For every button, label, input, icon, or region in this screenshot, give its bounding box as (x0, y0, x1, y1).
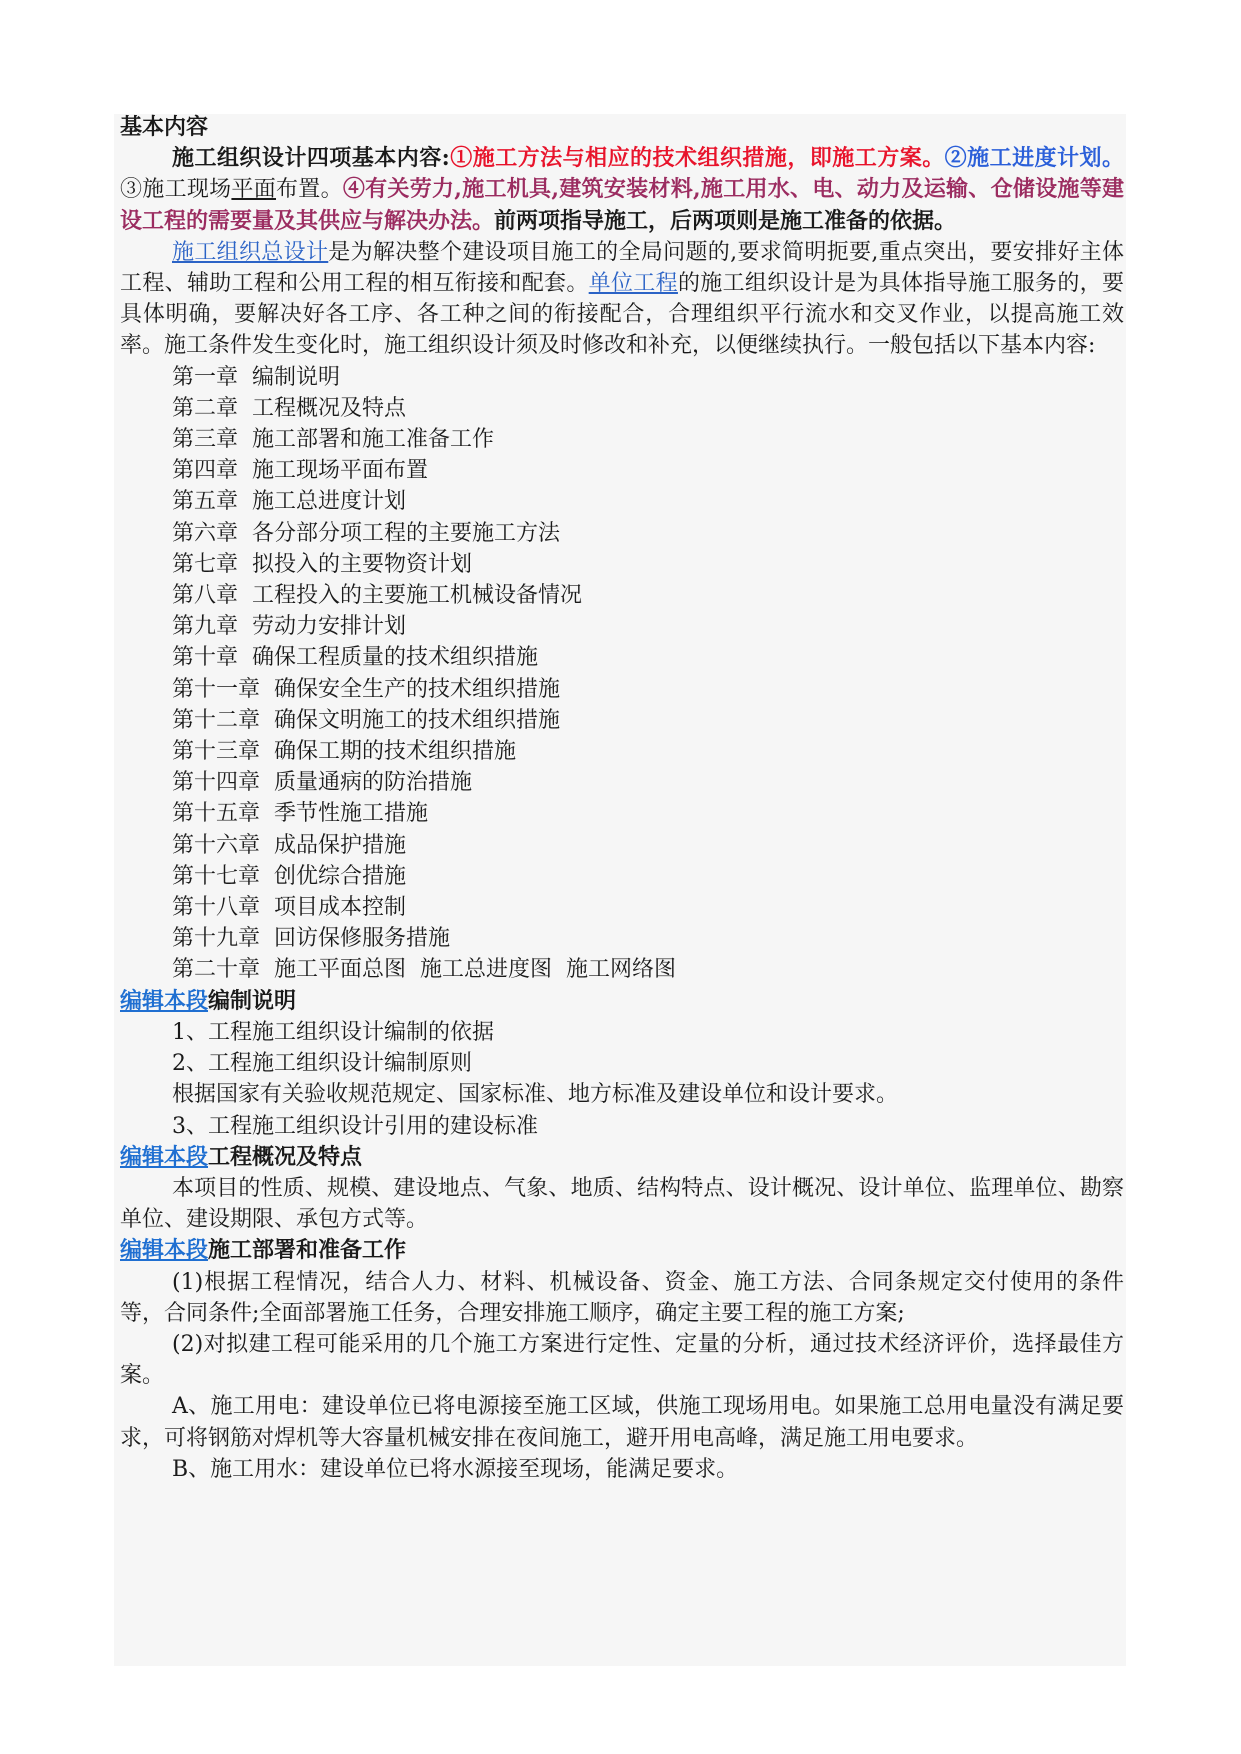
section-title: 工程概况及特点 (208, 1143, 363, 1170)
deployment-paragraph: (1)根据工程情况，结合人力、材料、机械设备、资金、施工方法、合同条规定交付使用的条件等，合同条件;全面部署施工任务，合理安排施工顺序，确定主要工程的施工方案; (120, 1269, 1124, 1326)
chapter-item: 第九章 劳动力安排计划 (172, 614, 406, 640)
intro-item-2: ②施工进度计划。 (944, 145, 1124, 172)
overview-text-1: 是为解决整个建设项目施工的全局问题的,要求简明扼要,重点突出，要安排好主体工程、辅助工程和公用工程的相互衔接和配套。 (120, 239, 1124, 297)
section-heading: 基本内容 (120, 114, 209, 140)
edit-section-link[interactable]: 编辑本段 (120, 1143, 209, 1170)
deployment-paragraph: B、施工用水：建设单位已将水源接至现场，能满足要求。 (172, 1456, 739, 1482)
link-general-design[interactable]: 施工组织总设计 (172, 239, 329, 265)
section-header-compile (120, 986, 1124, 1017)
chapter-item: 第六章 各分部分项工程的主要施工方法 (172, 520, 560, 546)
compile-line: 1、工程施工组织设计编制的依据 (172, 1019, 494, 1045)
document-body (120, 112, 1124, 1485)
intro-tail: 前两项指导施工，后两项则是施工准备的依据。 (494, 207, 957, 234)
chapter-item: 第三章 施工部署和施工准备工作 (172, 427, 494, 453)
overview-text-2: 的施工组织设计是为具体指导施工服务的，要具体明确，要解决好各工序、各工种之间的衔接配合，合理组织平行流水和交叉作业，以提高施工效率。施工条件发生变化时，施工组织设计须及时修改和补充，以便继续执行。一般包括以下基本内容: (120, 271, 1124, 359)
link-unit-project[interactable]: 单位工程 (588, 271, 678, 297)
chapter-item: 第十章 确保工程质量的技术组织措施 (172, 645, 538, 671)
chapter-item: 第十六章 成品保护措施 (172, 832, 406, 858)
intro-item-1: ①施工方法与相应的技术组织措施，即施工方案。 (449, 145, 945, 172)
section-header-deployment (120, 1235, 1124, 1266)
compile-line: 2、工程施工组织设计编制原则 (172, 1051, 472, 1077)
chapter-item: 第四章 施工现场平面布置 (172, 458, 428, 484)
chapter-list (120, 362, 1124, 986)
chapter-item: 第一章 编制说明 (172, 364, 340, 390)
section-title: 施工部署和准备工作 (208, 1237, 407, 1264)
compile-line: 3、工程施工组织设计引用的建设标准 (172, 1113, 538, 1139)
chapter-item: 第八章 工程投入的主要施工机械设备情况 (172, 583, 582, 609)
chapter-item: 第二十章 施工平面总图 施工总进度图 施工网络图 (172, 957, 676, 983)
intro-item-3b: 布置。 (276, 177, 343, 203)
chapter-item: 第二章 工程概况及特点 (172, 395, 406, 421)
intro-item-3a: ③施工现场 (120, 177, 232, 203)
edit-section-link[interactable]: 编辑本段 (120, 1237, 209, 1264)
deployment-paragraph: A、施工用电：建设单位已将电源接至施工区域，供施工现场用电。如果施工总用电量没有满足要求，可将钢筋对焊机等大容量机械安排在夜间施工，避开用电高峰，满足施工用电要求。 (120, 1394, 1124, 1451)
chapter-item: 第十七章 创优综合措施 (172, 863, 406, 889)
chapter-item: 第五章 施工总进度计划 (172, 489, 406, 515)
edit-section-link[interactable]: 编辑本段 (120, 987, 209, 1014)
chapter-item: 第十一章 确保安全生产的技术组织措施 (172, 676, 560, 702)
chapter-item: 第十三章 确保工期的技术组织措施 (172, 739, 516, 765)
chapter-item: 第十八章 项目成本控制 (172, 895, 406, 921)
intro-item-4: ④有关劳力,施工机具,建筑安装材料,施工用水、电、动力及运输、仓储设施等建设工程的需要量及其供应与解决办法。 (120, 176, 1124, 234)
compile-line: 根据国家有关验收规范规定、国家标准、地方标准及建设单位和设计要求。 (172, 1082, 899, 1108)
chapter-item: 第十二章 确保文明施工的技术组织措施 (172, 707, 560, 733)
deployment-paragraph: (2)对拟建工程可能采用的几个施工方案进行定性、定量的分析，通过技术经济评价，选择最佳方案。 (120, 1331, 1124, 1389)
section-header-overview (120, 1142, 1124, 1173)
project-overview-text: 本项目的性质、规模、建设地点、气象、地质、结构特点、设计概况、设计单位、监理单位、勘察单位、建设期限、承包方式等。 (120, 1175, 1124, 1233)
chapter-item: 第十九章 回访保修服务措施 (172, 926, 450, 952)
intro-item-3-underlined: 平面 (231, 177, 276, 203)
chapter-item: 第七章 拟投入的主要物资计划 (172, 551, 472, 577)
overview-paragraph (120, 237, 1124, 362)
chapter-item: 第十五章 季节性施工措施 (172, 801, 428, 827)
intro-lead: 施工组织设计四项基本内容: (172, 145, 450, 172)
chapter-item: 第十四章 质量通病的防治措施 (172, 770, 472, 796)
intro-paragraph (120, 143, 1124, 237)
section-title: 编制说明 (208, 987, 297, 1014)
